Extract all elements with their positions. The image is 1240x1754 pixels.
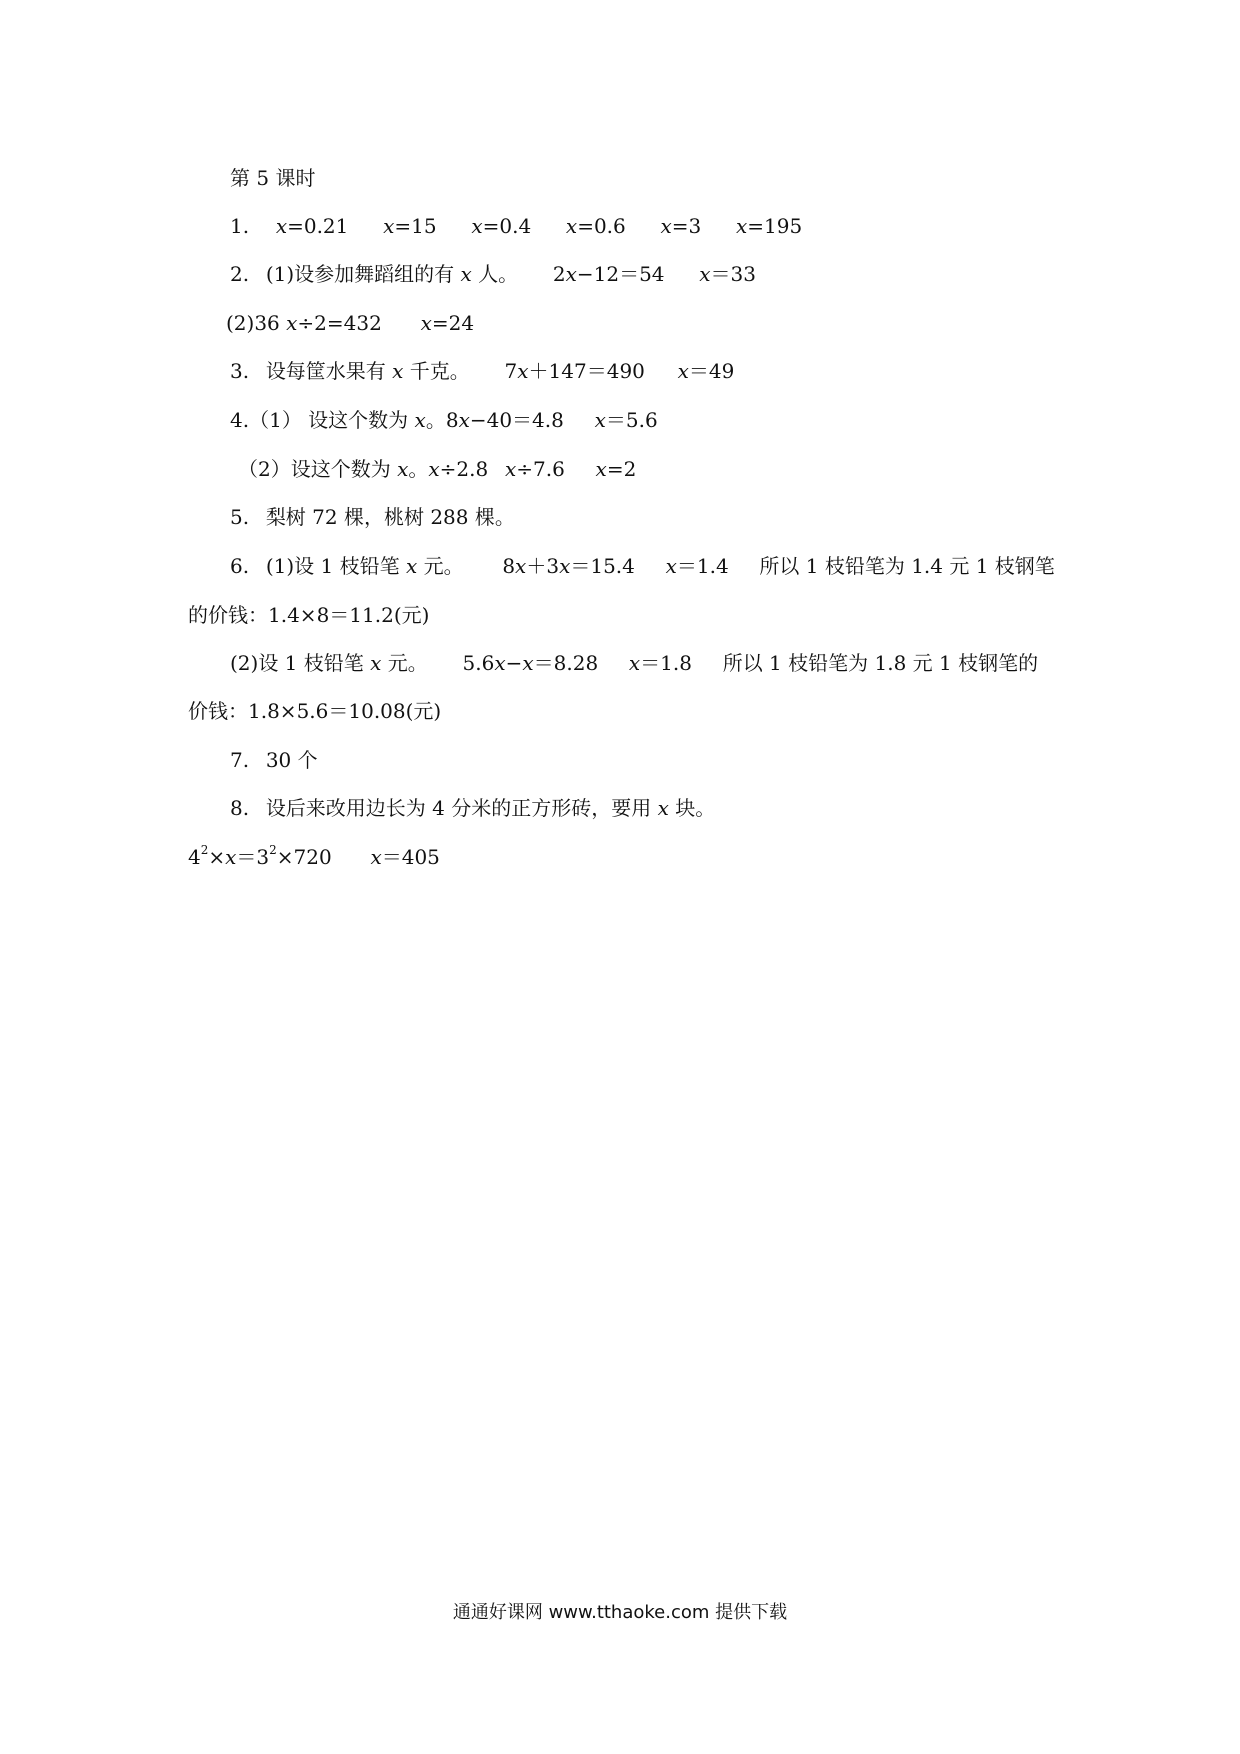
- q6-p2-line2: 价钱：1.8×5.6＝10.08(元): [188, 699, 442, 723]
- variable-x: x: [383, 214, 395, 238]
- variable-x: x: [428, 457, 440, 481]
- q8-answer: ＝405: [381, 845, 440, 869]
- variable-x: x: [595, 457, 607, 481]
- question-4-part-2: [238, 455, 636, 483]
- question-number: 6.: [230, 554, 250, 578]
- question-number: 2.: [230, 262, 250, 286]
- variable-x: x: [699, 262, 711, 286]
- q7-text: 30 个: [265, 748, 318, 772]
- variable-x: x: [504, 457, 517, 481]
- question-number: 5.: [230, 505, 250, 529]
- footer-credit: [0, 1601, 1240, 1625]
- q3-text-a: 设每筐水果有: [265, 359, 393, 383]
- variable-x: x: [594, 408, 606, 432]
- answer-1: =0.21: [287, 214, 349, 238]
- q6-p2-eq-b: −: [505, 651, 523, 675]
- question-number: 7.: [230, 748, 250, 772]
- variable-x: x: [660, 214, 672, 238]
- footer-text: 通通好课网 www.tthaoke.com 提供下载: [452, 1602, 788, 1623]
- q2-p1-text-a: (1)设参加舞蹈组的有: [265, 262, 461, 286]
- variable-x: x: [565, 214, 578, 238]
- q6-p2-text-b: 元。: [381, 651, 428, 675]
- q6-p1-eq-b: ＋3: [526, 554, 560, 578]
- variable-x: x: [414, 408, 426, 432]
- variable-x: x: [275, 214, 288, 238]
- question-6-part-2-line-2: [188, 697, 441, 725]
- q4-p2-text-b: 。: [408, 457, 429, 481]
- q4-p1-text-a: （1） 设这个数为: [249, 408, 415, 432]
- q8-text-a: 设后来改用边长为 4 分米的正方形砖，要用: [265, 796, 658, 820]
- q4-p2-text-a: （2）设这个数为: [238, 457, 398, 481]
- question-number: 4.: [230, 408, 250, 432]
- q6-p1-eq-a: 8: [502, 554, 516, 578]
- variable-x: x: [494, 651, 506, 675]
- variable-x: x: [522, 651, 534, 675]
- lesson-heading: [230, 164, 315, 192]
- variable-x: x: [515, 554, 527, 578]
- variable-x: x: [628, 651, 641, 675]
- q8-eq-rhs-base: ＝3: [236, 845, 270, 869]
- answer-6: =195: [747, 214, 803, 238]
- q6-p1-tail: 所以 1 枝铅笔为 1.4 元 1 枝钢笔: [759, 554, 1055, 578]
- variable-x: x: [370, 845, 382, 869]
- heading-text: 第 5 课时: [230, 166, 316, 190]
- answer-5: =3: [671, 214, 702, 238]
- question-6-part-1: [230, 552, 1055, 580]
- question-2-part-1: [230, 260, 756, 288]
- variable-x: x: [397, 457, 409, 481]
- variable-x: x: [657, 796, 669, 820]
- q3-answer: ＝49: [688, 359, 735, 383]
- variable-x: x: [458, 408, 470, 432]
- question-number: 3.: [230, 359, 250, 383]
- question-1: [230, 212, 802, 240]
- question-6-part-2: [230, 649, 1038, 677]
- question-6-part-1-line-2: [188, 601, 429, 629]
- q2-p2-answer: =24: [431, 311, 475, 335]
- q6-p1-text-b: 元。: [417, 554, 464, 578]
- q2-p1-eq-a: 2: [552, 262, 566, 286]
- q5-text: 梨树 72 棵，桃树 288 棵。: [265, 505, 515, 529]
- variable-x: x: [460, 262, 472, 286]
- variable-x: x: [565, 262, 577, 286]
- q2-p1-text-b: 人。: [471, 262, 519, 286]
- question-3: [230, 357, 734, 385]
- answer-4: =0.6: [577, 214, 626, 238]
- q6-p2-answer: ＝1.8: [640, 651, 692, 675]
- question-number: 1.: [230, 214, 250, 238]
- q2-p2-text-a: (2)36: [226, 311, 287, 335]
- q6-p2-eq-a: 5.6: [462, 651, 495, 675]
- question-2-part-2: [226, 309, 474, 337]
- q2-p2-text-b: ÷2=432: [297, 311, 382, 335]
- q3-eq-a: 7: [504, 359, 518, 383]
- variable-x: x: [471, 214, 483, 238]
- q4-p2-answer: =2: [606, 457, 637, 481]
- variable-x: x: [286, 311, 298, 335]
- q4-p1-text-b: 。8: [425, 408, 459, 432]
- q8-eq-exponent-2: 2: [269, 843, 277, 857]
- variable-x: x: [735, 214, 748, 238]
- q6-p1-text-a: (1)设 1 枝铅笔: [265, 554, 406, 578]
- question-4-part-1: [230, 406, 658, 434]
- question-7: [230, 746, 318, 774]
- q4-p2-eq-b: ÷7.6: [516, 457, 565, 481]
- answer-2: =15: [394, 214, 437, 238]
- q8-eq-exponent-1: 2: [200, 843, 209, 857]
- q2-p1-answer: ＝33: [710, 262, 756, 286]
- q6-p2-tail: 所以 1 枝铅笔为 1.8 元 1 枝钢笔的: [722, 651, 1039, 675]
- variable-x: x: [370, 651, 382, 675]
- question-8: [230, 794, 715, 822]
- variable-x: x: [517, 359, 529, 383]
- question-number: 8.: [230, 796, 250, 820]
- variable-x: x: [392, 359, 404, 383]
- variable-x: x: [225, 845, 237, 869]
- variable-x: x: [405, 554, 418, 578]
- q4-p1-answer: ＝5.6: [605, 408, 658, 432]
- q3-eq-b: ＋147＝490: [528, 359, 645, 383]
- variable-x: x: [420, 311, 432, 335]
- question-8-equation: [188, 843, 440, 871]
- q3-text-b: 千克。: [403, 359, 470, 383]
- q8-eq-tail: ×720: [276, 845, 332, 869]
- answer-3: =0.4: [482, 214, 532, 238]
- q6-p1-answer: ＝1.4: [676, 554, 729, 578]
- q8-eq-times: ×: [208, 845, 226, 869]
- q6-p2-eq-c: ＝8.28: [533, 651, 599, 675]
- q6-p1-eq-c: ＝15.4: [570, 554, 635, 578]
- q2-p1-eq-b: −12＝54: [576, 262, 665, 286]
- q6-p2-text-a: (2)设 1 枝铅笔: [230, 651, 371, 675]
- variable-x: x: [677, 359, 689, 383]
- q8-eq-base-1: 4: [188, 845, 201, 869]
- q4-p1-eq: −40＝4.8: [469, 408, 564, 432]
- question-5: [230, 503, 515, 531]
- q6-p1-line2: 的价钱：1.4×8＝11.2(元): [188, 603, 430, 627]
- q4-p2-eq-a: ÷2.8: [439, 457, 489, 481]
- variable-x: x: [665, 554, 677, 578]
- variable-x: x: [559, 554, 571, 578]
- q8-text-b: 块。: [668, 796, 716, 820]
